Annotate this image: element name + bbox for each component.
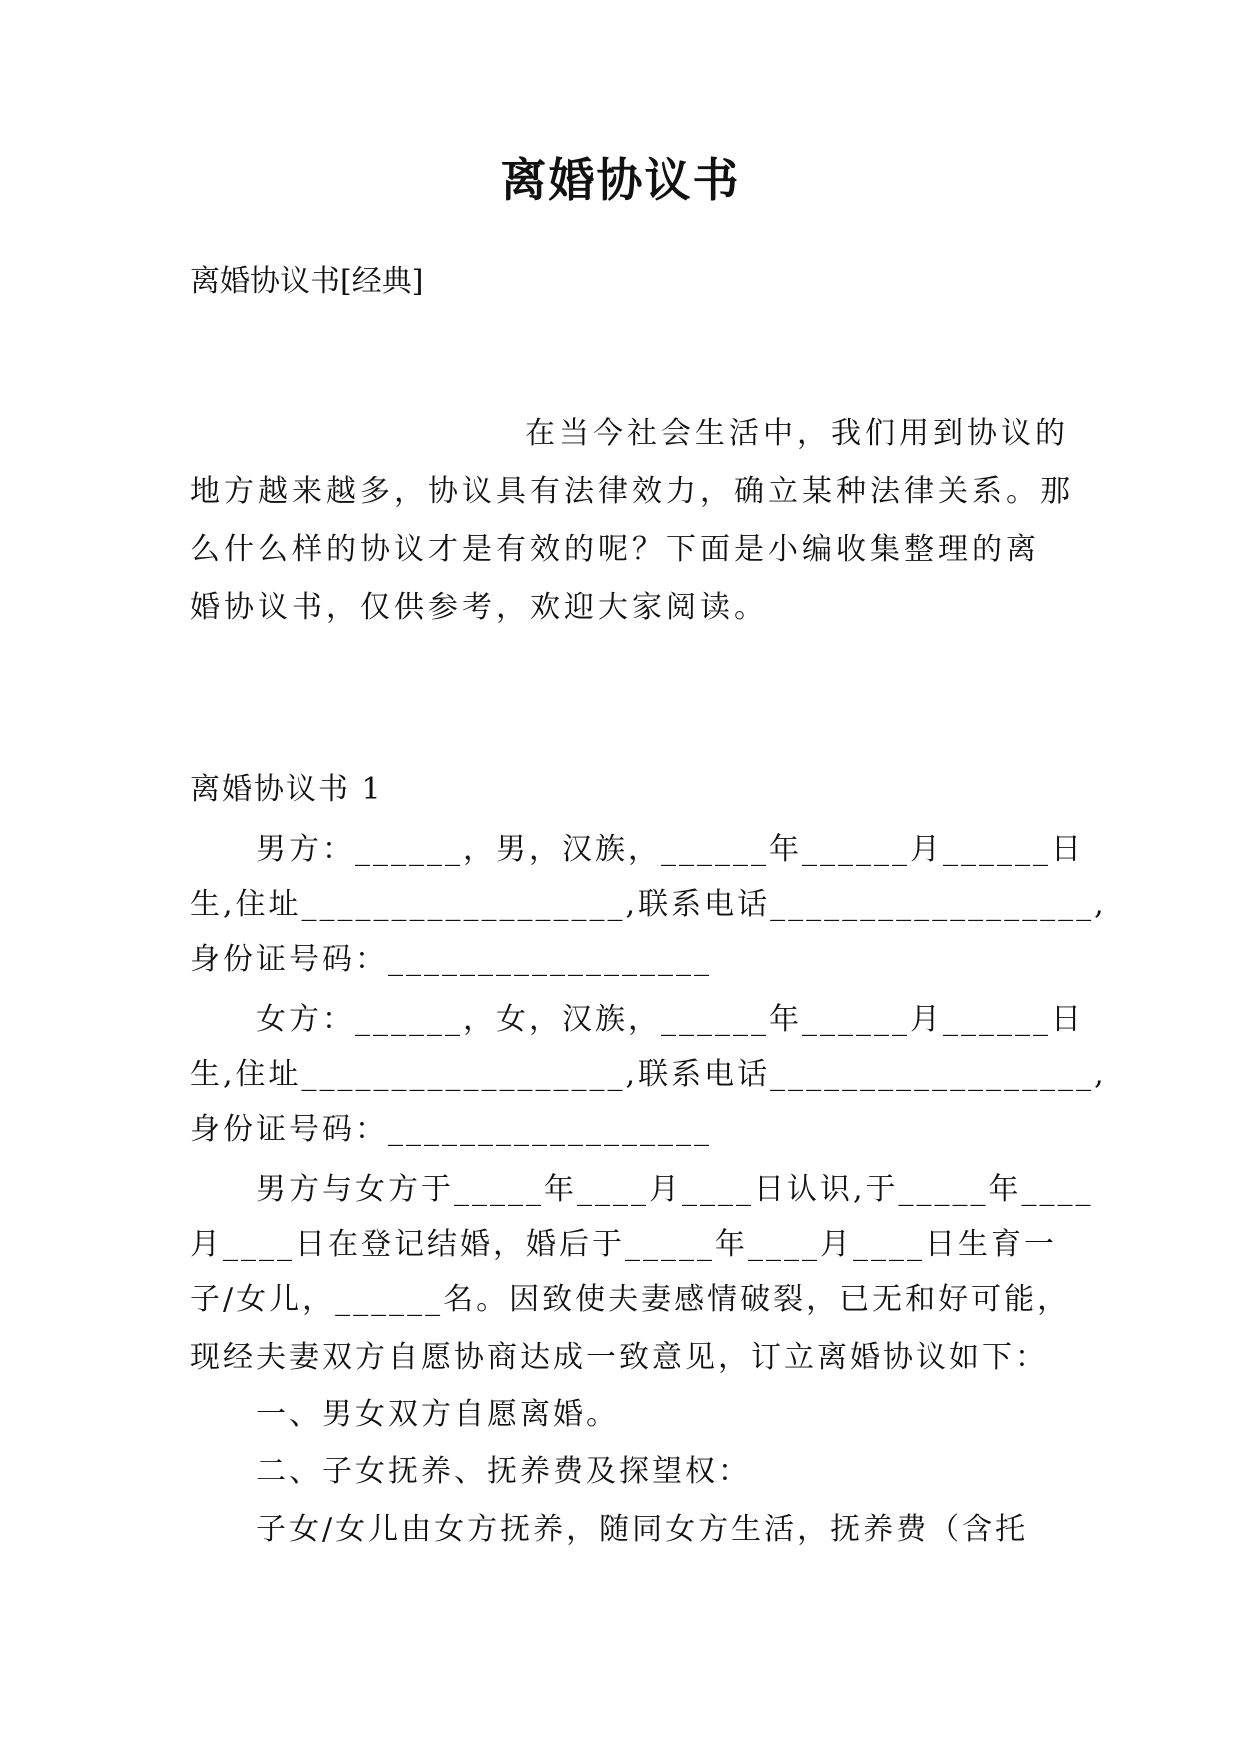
body-line: 二、子女抚养、抚养费及探望权： bbox=[190, 1454, 751, 1489]
intro-line: 在当今社会生活中，我们用到协议的 bbox=[525, 416, 1069, 451]
intro-paragraph bbox=[190, 405, 1074, 637]
body-line: 子女/女儿由女方抚养，随同女方生活，抚养费（含托 bbox=[190, 1512, 1029, 1547]
body-line: 月____日在登记结婚，婚后于_____年____月____日生育一 bbox=[190, 1227, 1057, 1262]
body-line: 男方与女方于_____年____月____日认识,于_____年____ bbox=[190, 1172, 1094, 1207]
section-heading: 离婚协议书 1 bbox=[190, 772, 383, 807]
document-title: 离婚协议书 bbox=[500, 153, 741, 207]
body-line: 现经夫妻双方自愿协商达成一致意见，订立离婚协议如下： bbox=[190, 1340, 1048, 1375]
intro-line: 么什么样的协议才是有效的呢？下面是小编收集整理的离 bbox=[190, 532, 1040, 567]
body-line: 身份证号码：__________________ bbox=[190, 942, 712, 977]
intro-line: 婚协议书，仅供参考，欢迎大家阅读。 bbox=[190, 590, 768, 625]
body-line: 生,住址__________________,联系电话__________________, bbox=[190, 1057, 1107, 1092]
body-line: 身份证号码：__________________ bbox=[190, 1112, 712, 1147]
body-line: 男方：______，男，汉族，______年______月______日 bbox=[190, 832, 1084, 867]
body-line: 生,住址__________________,联系电话__________________, bbox=[190, 887, 1107, 922]
document-subtitle: 离婚协议书[经典] bbox=[190, 264, 424, 299]
intro-line: 地方越来越多，协议具有法律效力，确立某种法律关系。那 bbox=[190, 474, 1074, 509]
body-line: 子/女儿，______名。因致使夫妻感情破裂，已无和好可能， bbox=[190, 1282, 1071, 1317]
body-line: 一、男女双方自愿离婚。 bbox=[190, 1397, 619, 1432]
body-line: 女方：______，女，汉族，______年______月______日 bbox=[190, 1002, 1084, 1037]
